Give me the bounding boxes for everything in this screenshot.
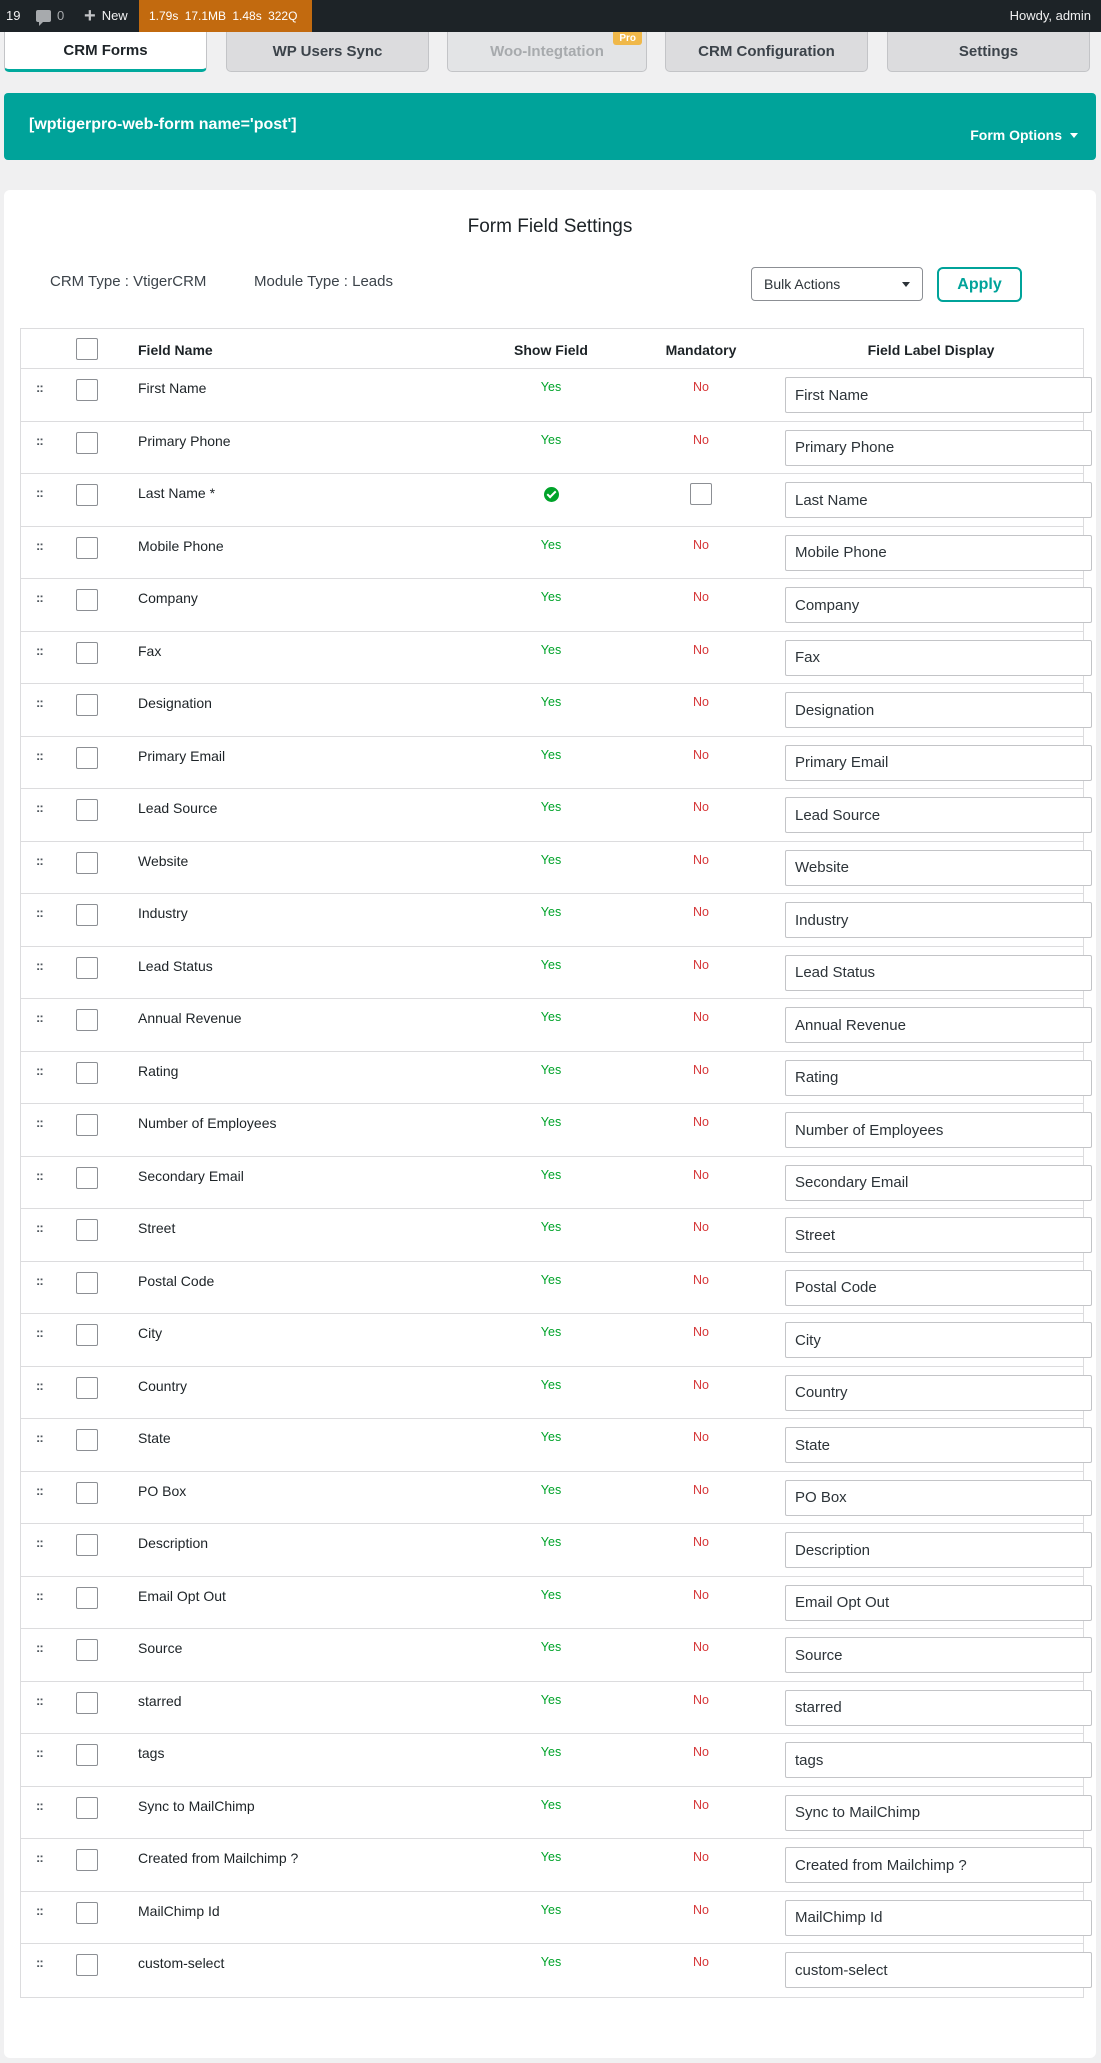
- table-row: [21, 1104, 1083, 1157]
- drag-handle-icon[interactable]: ::: [36, 1955, 43, 1970]
- field-name: Rating: [138, 1062, 179, 1079]
- mandatory-toggle[interactable]: No: [693, 1745, 709, 1759]
- drag-handle-icon[interactable]: ::: [36, 1692, 43, 1708]
- show-field-toggle[interactable]: Yes: [540, 1167, 562, 1182]
- mandatory-toggle[interactable]: No: [693, 380, 709, 394]
- drag-handle-icon[interactable]: ::: [36, 1377, 43, 1393]
- row-checkbox[interactable]: [76, 1062, 98, 1084]
- tab-woo-integration[interactable]: [447, 32, 647, 72]
- table-row: [21, 1944, 1083, 1997]
- table-row: [21, 369, 1083, 422]
- show-field-toggle[interactable]: Yes: [540, 1115, 562, 1129]
- field-label-input[interactable]: [785, 1952, 1092, 1988]
- show-field-toggle[interactable]: Yes: [540, 1325, 562, 1339]
- mandatory-toggle[interactable]: No: [693, 1482, 709, 1497]
- table-row: [21, 632, 1083, 685]
- query-monitor-stats[interactable]: 1.79s 17.1MB 1.48s 322Q: [139, 0, 312, 32]
- field-name: Last Name *: [138, 485, 216, 501]
- show-field-toggle[interactable]: Yes: [540, 747, 562, 762]
- mandatory-toggle[interactable]: No: [693, 800, 709, 814]
- field-name: Primary Email: [138, 747, 226, 764]
- form-options-label: Form Options: [970, 127, 1062, 143]
- field-name: Annual Revenue: [138, 1010, 242, 1026]
- table-row: [21, 1839, 1083, 1892]
- mandatory-toggle[interactable]: No: [693, 1797, 709, 1812]
- show-field-toggle[interactable]: Yes: [540, 1955, 562, 1969]
- drag-handle-icon[interactable]: ::: [36, 695, 43, 710]
- field-label-input[interactable]: [785, 1427, 1092, 1463]
- table-row: [21, 1052, 1083, 1105]
- comments-count: 0: [57, 8, 65, 23]
- field-label-input[interactable]: [785, 850, 1092, 886]
- table-row: [21, 789, 1083, 842]
- new-content-menu[interactable]: [84, 0, 128, 32]
- table-row: [21, 422, 1083, 475]
- howdy-label: Howdy, admin: [1009, 8, 1091, 23]
- field-name: Designation: [138, 695, 212, 711]
- drag-handle-icon[interactable]: ::: [36, 642, 43, 658]
- field-label-input[interactable]: [785, 692, 1092, 728]
- check-circle-icon: [544, 487, 559, 502]
- mandatory-toggle[interactable]: No: [693, 1115, 709, 1129]
- row-checkbox[interactable]: [76, 1377, 98, 1399]
- drag-handle-icon[interactable]: ::: [36, 1220, 43, 1235]
- show-field-toggle[interactable]: Yes: [540, 1535, 562, 1549]
- drag-handle-icon[interactable]: ::: [36, 485, 43, 500]
- table-header: [21, 329, 1083, 369]
- show-field-toggle[interactable]: Yes: [540, 1587, 562, 1602]
- show-field-toggle[interactable]: Yes: [540, 695, 562, 709]
- field-name: Source: [138, 1640, 183, 1656]
- mandatory-toggle[interactable]: No: [693, 1850, 709, 1864]
- comments-link[interactable]: [36, 0, 64, 32]
- mandatory-toggle[interactable]: No: [693, 1377, 709, 1392]
- tab-settings[interactable]: [887, 32, 1090, 72]
- table-row: [21, 1524, 1083, 1577]
- table-row: [21, 527, 1083, 580]
- field-label-input[interactable]: [785, 902, 1092, 938]
- table-row: [21, 1682, 1083, 1735]
- table-row: [21, 684, 1083, 737]
- show-field-toggle[interactable]: Yes: [540, 1062, 562, 1077]
- field-name: Created from Mailchimp ?: [138, 1850, 299, 1866]
- row-checkbox[interactable]: [76, 589, 98, 611]
- field-name: State: [138, 1430, 171, 1446]
- show-field-toggle[interactable]: Yes: [540, 1010, 562, 1024]
- field-name: Email Opt Out: [138, 1587, 226, 1604]
- mandatory-toggle[interactable]: No: [693, 747, 709, 762]
- drag-handle-icon[interactable]: ::: [36, 432, 43, 448]
- mandatory-toggle[interactable]: No: [693, 1167, 709, 1182]
- tab-label: WP Users Sync: [272, 43, 383, 60]
- row-checkbox[interactable]: [76, 1482, 98, 1504]
- field-name: Country: [138, 1377, 188, 1394]
- show-field-toggle[interactable]: Yes: [540, 1745, 562, 1759]
- account-menu[interactable]: [1010, 0, 1091, 32]
- mandatory-toggle[interactable]: No: [693, 1272, 709, 1287]
- table-row: [21, 1314, 1083, 1367]
- drag-handle-icon[interactable]: ::: [36, 1850, 43, 1865]
- mandatory-toggle[interactable]: No: [693, 1010, 709, 1024]
- row-checkbox[interactable]: [76, 642, 98, 664]
- field-name: tags: [138, 1745, 165, 1761]
- table-row: [21, 842, 1083, 895]
- field-label-input[interactable]: [785, 1112, 1092, 1148]
- show-field-toggle[interactable]: Yes: [540, 1272, 562, 1287]
- field-label-input[interactable]: [785, 955, 1092, 991]
- row-checkbox[interactable]: [76, 537, 98, 559]
- row-checkbox[interactable]: [76, 957, 98, 979]
- drag-handle-icon[interactable]: ::: [36, 1640, 43, 1655]
- field-name: Primary Phone: [138, 432, 231, 449]
- row-checkbox[interactable]: [76, 1429, 98, 1451]
- comment-icon: [36, 10, 51, 22]
- field-label-input[interactable]: [785, 1060, 1092, 1096]
- field-name: Website: [138, 852, 189, 869]
- mandatory-toggle[interactable]: No: [693, 432, 709, 447]
- show-field-toggle[interactable]: Yes: [540, 957, 562, 972]
- tab-label: Woo-Integtation: [490, 43, 604, 60]
- drag-handle-icon[interactable]: ::: [36, 1745, 43, 1760]
- form-field-settings-panel: [4, 190, 1096, 2058]
- field-label-input[interactable]: [785, 1322, 1092, 1358]
- drag-handle-icon[interactable]: ::: [36, 1797, 43, 1813]
- table-row: [21, 1577, 1083, 1630]
- field-name: Lead Status: [138, 957, 213, 974]
- field-label-input[interactable]: [785, 1795, 1092, 1831]
- row-checkbox[interactable]: [76, 1902, 98, 1924]
- field-label-input[interactable]: [785, 1480, 1092, 1516]
- row-checkbox[interactable]: [76, 1114, 98, 1136]
- mandatory-toggle[interactable]: No: [693, 1692, 709, 1707]
- field-name: First Name: [138, 380, 207, 396]
- table-row: [21, 579, 1083, 632]
- drag-handle-icon[interactable]: ::: [36, 1325, 43, 1340]
- mandatory-toggle[interactable]: No: [693, 537, 709, 552]
- field-label-input[interactable]: [785, 430, 1092, 466]
- form-options-dropdown[interactable]: [970, 127, 1078, 143]
- field-name: custom-select: [138, 1955, 225, 1971]
- field-label-input[interactable]: [785, 1375, 1092, 1411]
- field-label-input[interactable]: [785, 1165, 1092, 1201]
- field-label-input[interactable]: [785, 1217, 1092, 1253]
- field-name: MailChimp Id: [138, 1902, 220, 1919]
- drag-handle-icon[interactable]: ::: [36, 1115, 43, 1130]
- field-label-input[interactable]: [785, 1532, 1092, 1568]
- field-name: Street: [138, 1220, 176, 1236]
- tab-crm-forms[interactable]: [4, 32, 207, 72]
- show-field-toggle[interactable]: Yes: [540, 1640, 562, 1654]
- field-label-input[interactable]: [785, 1007, 1092, 1043]
- table-row: [21, 1787, 1083, 1840]
- table-row: [21, 894, 1083, 947]
- drag-handle-icon[interactable]: ::: [36, 380, 43, 395]
- row-checkbox[interactable]: [76, 379, 98, 401]
- mandatory-toggle[interactable]: No: [693, 1062, 709, 1077]
- caret-down-icon: [1070, 133, 1078, 138]
- tab-label: CRM Configuration: [698, 43, 835, 60]
- mandatory-toggle[interactable]: No: [693, 1325, 709, 1339]
- drag-handle-icon[interactable]: ::: [36, 800, 43, 815]
- mandatory-toggle[interactable]: No: [693, 642, 709, 657]
- row-checkbox[interactable]: [76, 747, 98, 769]
- table-row: [21, 1892, 1083, 1945]
- row-checkbox[interactable]: [76, 432, 98, 454]
- table-row: [21, 999, 1083, 1052]
- field-name: Sync to MailChimp: [138, 1797, 255, 1814]
- mandatory-toggle[interactable]: No: [693, 1535, 709, 1549]
- admin-bar: [0, 0, 1101, 32]
- field-label-input[interactable]: [785, 587, 1092, 623]
- drag-handle-icon[interactable]: ::: [36, 747, 43, 763]
- field-name: Industry: [138, 905, 188, 921]
- table-row: [21, 947, 1083, 1000]
- drag-handle-icon[interactable]: ::: [36, 537, 43, 553]
- chevron-down-icon: [902, 282, 910, 287]
- field-name: Company: [138, 590, 198, 606]
- show-field-toggle[interactable]: Yes: [540, 537, 562, 552]
- table-row: [21, 737, 1083, 790]
- mandatory-toggle[interactable]: No: [693, 852, 709, 867]
- row-checkbox[interactable]: [76, 1272, 98, 1294]
- fields-table: [20, 328, 1084, 1998]
- table-row: [21, 1262, 1083, 1315]
- row-checkbox[interactable]: [76, 799, 98, 821]
- table-row: [21, 1472, 1083, 1525]
- drag-handle-icon[interactable]: ::: [36, 590, 43, 605]
- bulk-actions-label: Bulk Actions: [764, 276, 841, 292]
- apply-button[interactable]: Apply: [937, 267, 1022, 302]
- field-name: Lead Source: [138, 800, 218, 816]
- field-label-input[interactable]: [785, 1270, 1092, 1306]
- row-checkbox[interactable]: [76, 1797, 98, 1819]
- show-field-toggle[interactable]: Yes: [540, 590, 562, 604]
- new-label: New: [101, 8, 128, 23]
- field-label-input[interactable]: [785, 1585, 1092, 1621]
- field-name: Number of Employees: [138, 1115, 277, 1131]
- mandatory-toggle[interactable]: No: [693, 1902, 709, 1917]
- field-label-input[interactable]: [785, 1847, 1092, 1883]
- plus-icon: +: [84, 5, 96, 27]
- mandatory-toggle[interactable]: No: [693, 1220, 709, 1234]
- field-name: Secondary Email: [138, 1167, 244, 1184]
- drag-handle-icon[interactable]: ::: [36, 957, 43, 973]
- row-checkbox[interactable]: [76, 1744, 98, 1766]
- select-all-checkbox[interactable]: [76, 338, 98, 360]
- show-field-toggle[interactable]: Yes: [540, 852, 562, 867]
- tab-label: CRM Forms: [63, 42, 148, 59]
- field-label-input[interactable]: [785, 640, 1092, 676]
- show-field-toggle[interactable]: Yes: [540, 1902, 562, 1917]
- table-row: [21, 1209, 1083, 1262]
- row-checkbox[interactable]: [76, 1587, 98, 1609]
- table-row: [21, 1629, 1083, 1682]
- drag-handle-icon[interactable]: ::: [36, 905, 43, 920]
- field-label-input[interactable]: [785, 1690, 1092, 1726]
- drag-handle-icon[interactable]: ::: [36, 1167, 43, 1183]
- header-label-display: Field Label Display: [867, 342, 995, 358]
- mandatory-toggle[interactable]: No: [693, 1640, 709, 1654]
- show-field-toggle[interactable]: Yes: [540, 800, 562, 814]
- panel-title: Form Field Settings: [467, 216, 633, 237]
- field-label-input[interactable]: [785, 482, 1092, 518]
- show-field-toggle[interactable]: Yes: [540, 1482, 562, 1497]
- table-row: [21, 1419, 1083, 1472]
- drag-handle-icon[interactable]: ::: [36, 1587, 43, 1603]
- field-label-input[interactable]: [785, 1637, 1092, 1673]
- field-name: starred: [138, 1692, 182, 1709]
- crm-type: CRM Type : VtigerCRM: [50, 273, 207, 290]
- drag-handle-icon[interactable]: ::: [36, 1902, 43, 1918]
- field-label-input[interactable]: [785, 797, 1092, 833]
- mandatory-toggle[interactable]: No: [693, 1587, 709, 1602]
- table-row: [21, 1157, 1083, 1210]
- tab-crm-configuration[interactable]: [665, 32, 868, 72]
- field-label-input[interactable]: [785, 1742, 1092, 1778]
- drag-handle-icon[interactable]: ::: [36, 852, 43, 868]
- field-name: Postal Code: [138, 1272, 215, 1289]
- row-checkbox[interactable]: [76, 694, 98, 716]
- show-field-toggle[interactable]: Yes: [540, 1850, 562, 1864]
- show-field-toggle[interactable]: Yes: [540, 1692, 562, 1707]
- show-field-toggle[interactable]: Yes: [540, 1797, 562, 1812]
- row-checkbox[interactable]: [76, 484, 98, 506]
- table-body: [21, 369, 1083, 1997]
- field-name: City: [138, 1325, 163, 1341]
- table-row: [21, 474, 1083, 527]
- row-checkbox[interactable]: [76, 852, 98, 874]
- row-checkbox[interactable]: [76, 1009, 98, 1031]
- site-number-label: 19: [6, 8, 21, 23]
- show-field-toggle[interactable]: Yes: [540, 1220, 562, 1234]
- show-field-toggle[interactable]: Yes: [540, 642, 562, 657]
- field-label-input[interactable]: [785, 1900, 1092, 1936]
- header-mandatory: Mandatory: [665, 342, 737, 358]
- drag-handle-icon[interactable]: ::: [36, 1062, 43, 1078]
- show-field-toggle[interactable]: Yes: [540, 432, 562, 447]
- show-field-toggle[interactable]: Yes: [540, 1377, 562, 1392]
- mandatory-toggle[interactable]: No: [693, 905, 709, 919]
- mandatory-toggle[interactable]: No: [693, 1955, 709, 1969]
- field-name: Mobile Phone: [138, 537, 224, 554]
- show-field-toggle[interactable]: Yes: [540, 905, 562, 919]
- header-show-field: Show Field: [514, 342, 588, 358]
- row-checkbox[interactable]: [76, 1219, 98, 1241]
- row-checkbox[interactable]: [76, 1849, 98, 1871]
- row-checkbox[interactable]: [76, 1954, 98, 1976]
- pro-badge: Pro: [613, 32, 642, 45]
- field-label-input[interactable]: [785, 377, 1092, 413]
- field-name: Description: [138, 1535, 209, 1551]
- tab-label: Settings: [958, 43, 1019, 60]
- field-label-input[interactable]: [785, 745, 1092, 781]
- shortcode-banner: [4, 93, 1096, 160]
- show-field-toggle[interactable]: Yes: [540, 1430, 562, 1444]
- tab-wp-users-sync[interactable]: [226, 32, 429, 72]
- module-type: Module Type : Leads: [254, 273, 393, 290]
- row-checkbox[interactable]: [76, 1167, 98, 1189]
- bulk-actions-select[interactable]: [751, 267, 923, 301]
- row-checkbox[interactable]: [76, 1692, 98, 1714]
- show-field-toggle[interactable]: Yes: [540, 380, 562, 394]
- table-row: [21, 1734, 1083, 1787]
- row-checkbox[interactable]: [76, 1324, 98, 1346]
- mandatory-toggle[interactable]: No: [693, 957, 709, 972]
- row-checkbox[interactable]: [76, 904, 98, 926]
- drag-handle-icon[interactable]: ::: [36, 1482, 43, 1498]
- field-name: PO Box: [138, 1482, 187, 1499]
- table-row: [21, 1367, 1083, 1420]
- row-checkbox[interactable]: [76, 1639, 98, 1661]
- drag-handle-icon[interactable]: ::: [36, 1272, 43, 1288]
- shortcode-text: [wptigerpro-web-form name='post']: [29, 116, 297, 133]
- row-checkbox[interactable]: [76, 1534, 98, 1556]
- drag-handle-icon[interactable]: ::: [36, 1010, 43, 1025]
- mandatory-toggle[interactable]: No: [693, 695, 709, 709]
- drag-handle-icon[interactable]: ::: [36, 1535, 43, 1550]
- show-field-cell: [501, 485, 601, 503]
- mandatory-toggle[interactable]: No: [693, 1430, 709, 1444]
- mandatory-toggle[interactable]: No: [693, 590, 709, 604]
- site-number[interactable]: [6, 0, 20, 32]
- header-field-name: Field Name: [138, 342, 213, 358]
- field-name: Fax: [138, 642, 162, 659]
- mandatory-checkbox[interactable]: [690, 483, 712, 505]
- field-label-input[interactable]: [785, 535, 1092, 571]
- drag-handle-icon[interactable]: ::: [36, 1430, 43, 1445]
